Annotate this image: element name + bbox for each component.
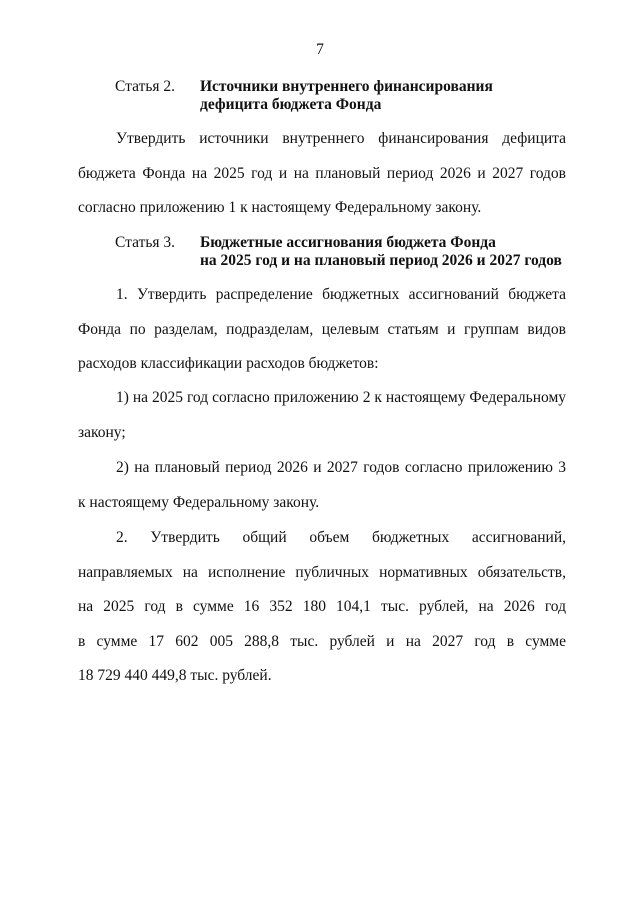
article-3-paragraph-2	[78, 521, 566, 694]
article-3-item-2-line-1: 2) на плановый период 2026 и 2027 годов согласно приложению 3	[116, 459, 566, 476]
article-3-title-line-2: на 2025 год и на плановый период 2026 и 2027 годов	[200, 252, 562, 269]
article-3-p1-line-2: Фонда по разделам, подразделам, целевым статьям и группам видов	[78, 320, 566, 338]
article-3-p2-line-5: 18 729 440 449,8 тыс. рублей.	[78, 667, 272, 684]
article-3-p1-line-3: расходов классификации расходов бюджетов:	[78, 355, 379, 372]
article-3-title	[200, 234, 562, 270]
article-3-item-2	[78, 451, 566, 520]
article-3-p1-line-1: 1. Утвердить распределение бюджетных ассигнований бюджета	[116, 286, 566, 303]
page-number: 7	[316, 41, 324, 58]
article-2-body-line-2: бюджета Фонда на 2025 год и на плановый период 2026 и 2027 годов	[78, 164, 566, 182]
article-3-item-1-line-1: 1) на 2025 год согласно приложению 2 к настоящему Федеральному	[116, 389, 566, 406]
article-3-item-1	[78, 381, 566, 450]
article-3-item-2-line-2: к настоящему Федеральному закону.	[78, 493, 320, 511]
article-3-p2-line-4: в сумме 17 602 005 288,8 тыс. рублей и на 2027 год в сумме	[78, 632, 566, 650]
article-3-label: Статья 3.	[115, 234, 176, 251]
article-2-body-line-3: согласно приложению 1 к настоящему Федеральному закону.	[78, 199, 482, 216]
article-2-title-line-2: дефицита бюджета Фонда	[200, 96, 382, 113]
article-2-title	[200, 78, 493, 114]
article-3-paragraph-1	[78, 278, 566, 382]
article-3-title-line-1: Бюджетные ассигнования бюджета Фонда	[200, 234, 496, 251]
article-3-p2-line-2: направляемых на исполнение публичных нормативных обязательств,	[78, 563, 566, 581]
article-2-title-line-1: Источники внутреннего финансирования	[200, 78, 493, 95]
article-2-heading	[115, 78, 575, 114]
article-2-body-line-1: Утвердить источники внутреннего финансирования дефицита	[116, 130, 566, 147]
article-3-item-1-line-2: закону;	[78, 423, 126, 441]
article-2-body	[78, 122, 566, 226]
article-3-p2-line-3: на 2025 год в сумме 16 352 180 104,1 тыс. рублей, на 2026 год	[78, 598, 566, 615]
article-2-label: Статья 2.	[115, 78, 176, 95]
article-3-heading	[115, 234, 575, 270]
article-3-p2-line-1: 2. Утвердить общий объем бюджетных ассигнований,	[116, 529, 566, 546]
